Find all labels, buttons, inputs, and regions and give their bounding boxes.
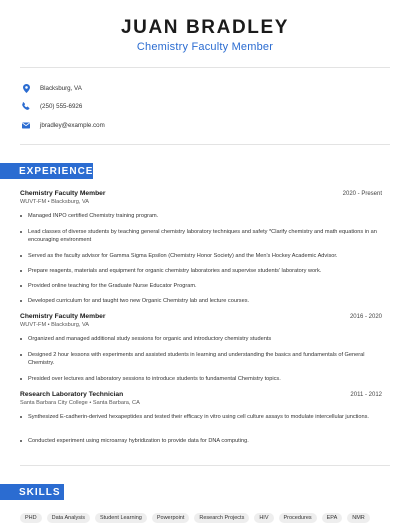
job-bullet: Conducted experiment using microarray hybridization to provide data for DNA computing. (20, 437, 382, 445)
envelope-icon (22, 121, 30, 129)
candidate-name: JUAN BRADLEY (120, 17, 290, 38)
job-company: WUVT-FM • Blacksburg, VA (20, 199, 89, 205)
job-title: Chemistry Faculty Member (20, 190, 106, 197)
job-bullet: Provided online teaching for the Graduate Nurse Educator Program. (20, 282, 382, 290)
job-bullet: Managed INPO certified Chemistry training program. (20, 212, 382, 220)
job-company: WUVT-FM • Blacksburg, VA (20, 322, 89, 328)
phone-icon (22, 102, 30, 110)
contact-phone (22, 102, 82, 110)
contact-divider (20, 144, 390, 145)
job-bullet: Lead classes of diverse students by teaching general chemistry laboratory techniques and safety *Clarify chemistry and math equations in an encouraging environment (20, 228, 382, 244)
section-experience-header: EXPERIENCE (0, 163, 93, 179)
job-bullet: Prepare reagents, materials and equipment for organic chemistry laboratories and supervise students' laboratory work. (20, 267, 382, 275)
job-entry (20, 190, 382, 304)
candidate-role: Chemistry Faculty Member (136, 41, 274, 53)
contact-phone-text: (250) 555-6926 (40, 102, 83, 110)
job-bullet: Designed 2 hour lessons with experiments and assisted students in learning and understanding the basics and fundamentals of General Chemistry. (20, 351, 382, 367)
job-company: Santa Barbara City College • Santa Barbara, CA (20, 400, 140, 406)
job-bullet: Developed curriculum for and taught two new Organic Chemistry lab and lecture courses. (20, 297, 382, 305)
skills-list (20, 513, 370, 523)
job-entry (20, 313, 382, 382)
contact-location (22, 84, 82, 92)
contact-location-text: Blacksburg, VA (40, 84, 82, 92)
skill-chip: Procedures (279, 513, 317, 523)
job-title: Chemistry Faculty Member (20, 313, 106, 320)
job-bullet: Synthesized E-cadherin-derived hexapeptides and tested their efficacy in vitro using cell culture assays to modulate intercellular junctions. (20, 413, 382, 421)
job-dates: 2020 - Present (342, 191, 382, 197)
job-bullet: Served as the faculty advisor for Gamma Sigma Epsilon (Chemistry Honor Society) and the Men's Hockey Academic Advisor. (20, 252, 382, 260)
job-entry (20, 391, 382, 444)
skill-chip: PHD (20, 513, 42, 523)
skill-chip: Powerpoint (152, 513, 190, 523)
skill-chip: Research Projects (194, 513, 249, 523)
skill-chip: NMR (347, 513, 370, 523)
job-bullet: Presided over lectures and laboratory sessions to introduce students to fundamental Chemistry topics. (20, 375, 382, 383)
experience-divider (20, 465, 390, 466)
contact-email (22, 121, 105, 129)
skill-chip: Data Analysis (47, 513, 90, 523)
skill-chip: EPA (322, 513, 343, 523)
skill-chip: HIV (254, 513, 273, 523)
header-divider (20, 67, 390, 68)
job-dates: 2011 - 2012 (350, 392, 382, 398)
job-title: Research Laboratory Technician (20, 391, 124, 398)
map-pin-icon (22, 84, 30, 92)
job-dates: 2016 - 2020 (349, 314, 382, 320)
skill-chip: Student Learning (95, 513, 147, 523)
contact-email-text: jbradley@example.com (40, 121, 105, 129)
section-skills-header: SKILLS (0, 484, 64, 500)
job-bullet: Organized and managed additional study sessions for organic and introductory chemistry students (20, 335, 382, 343)
